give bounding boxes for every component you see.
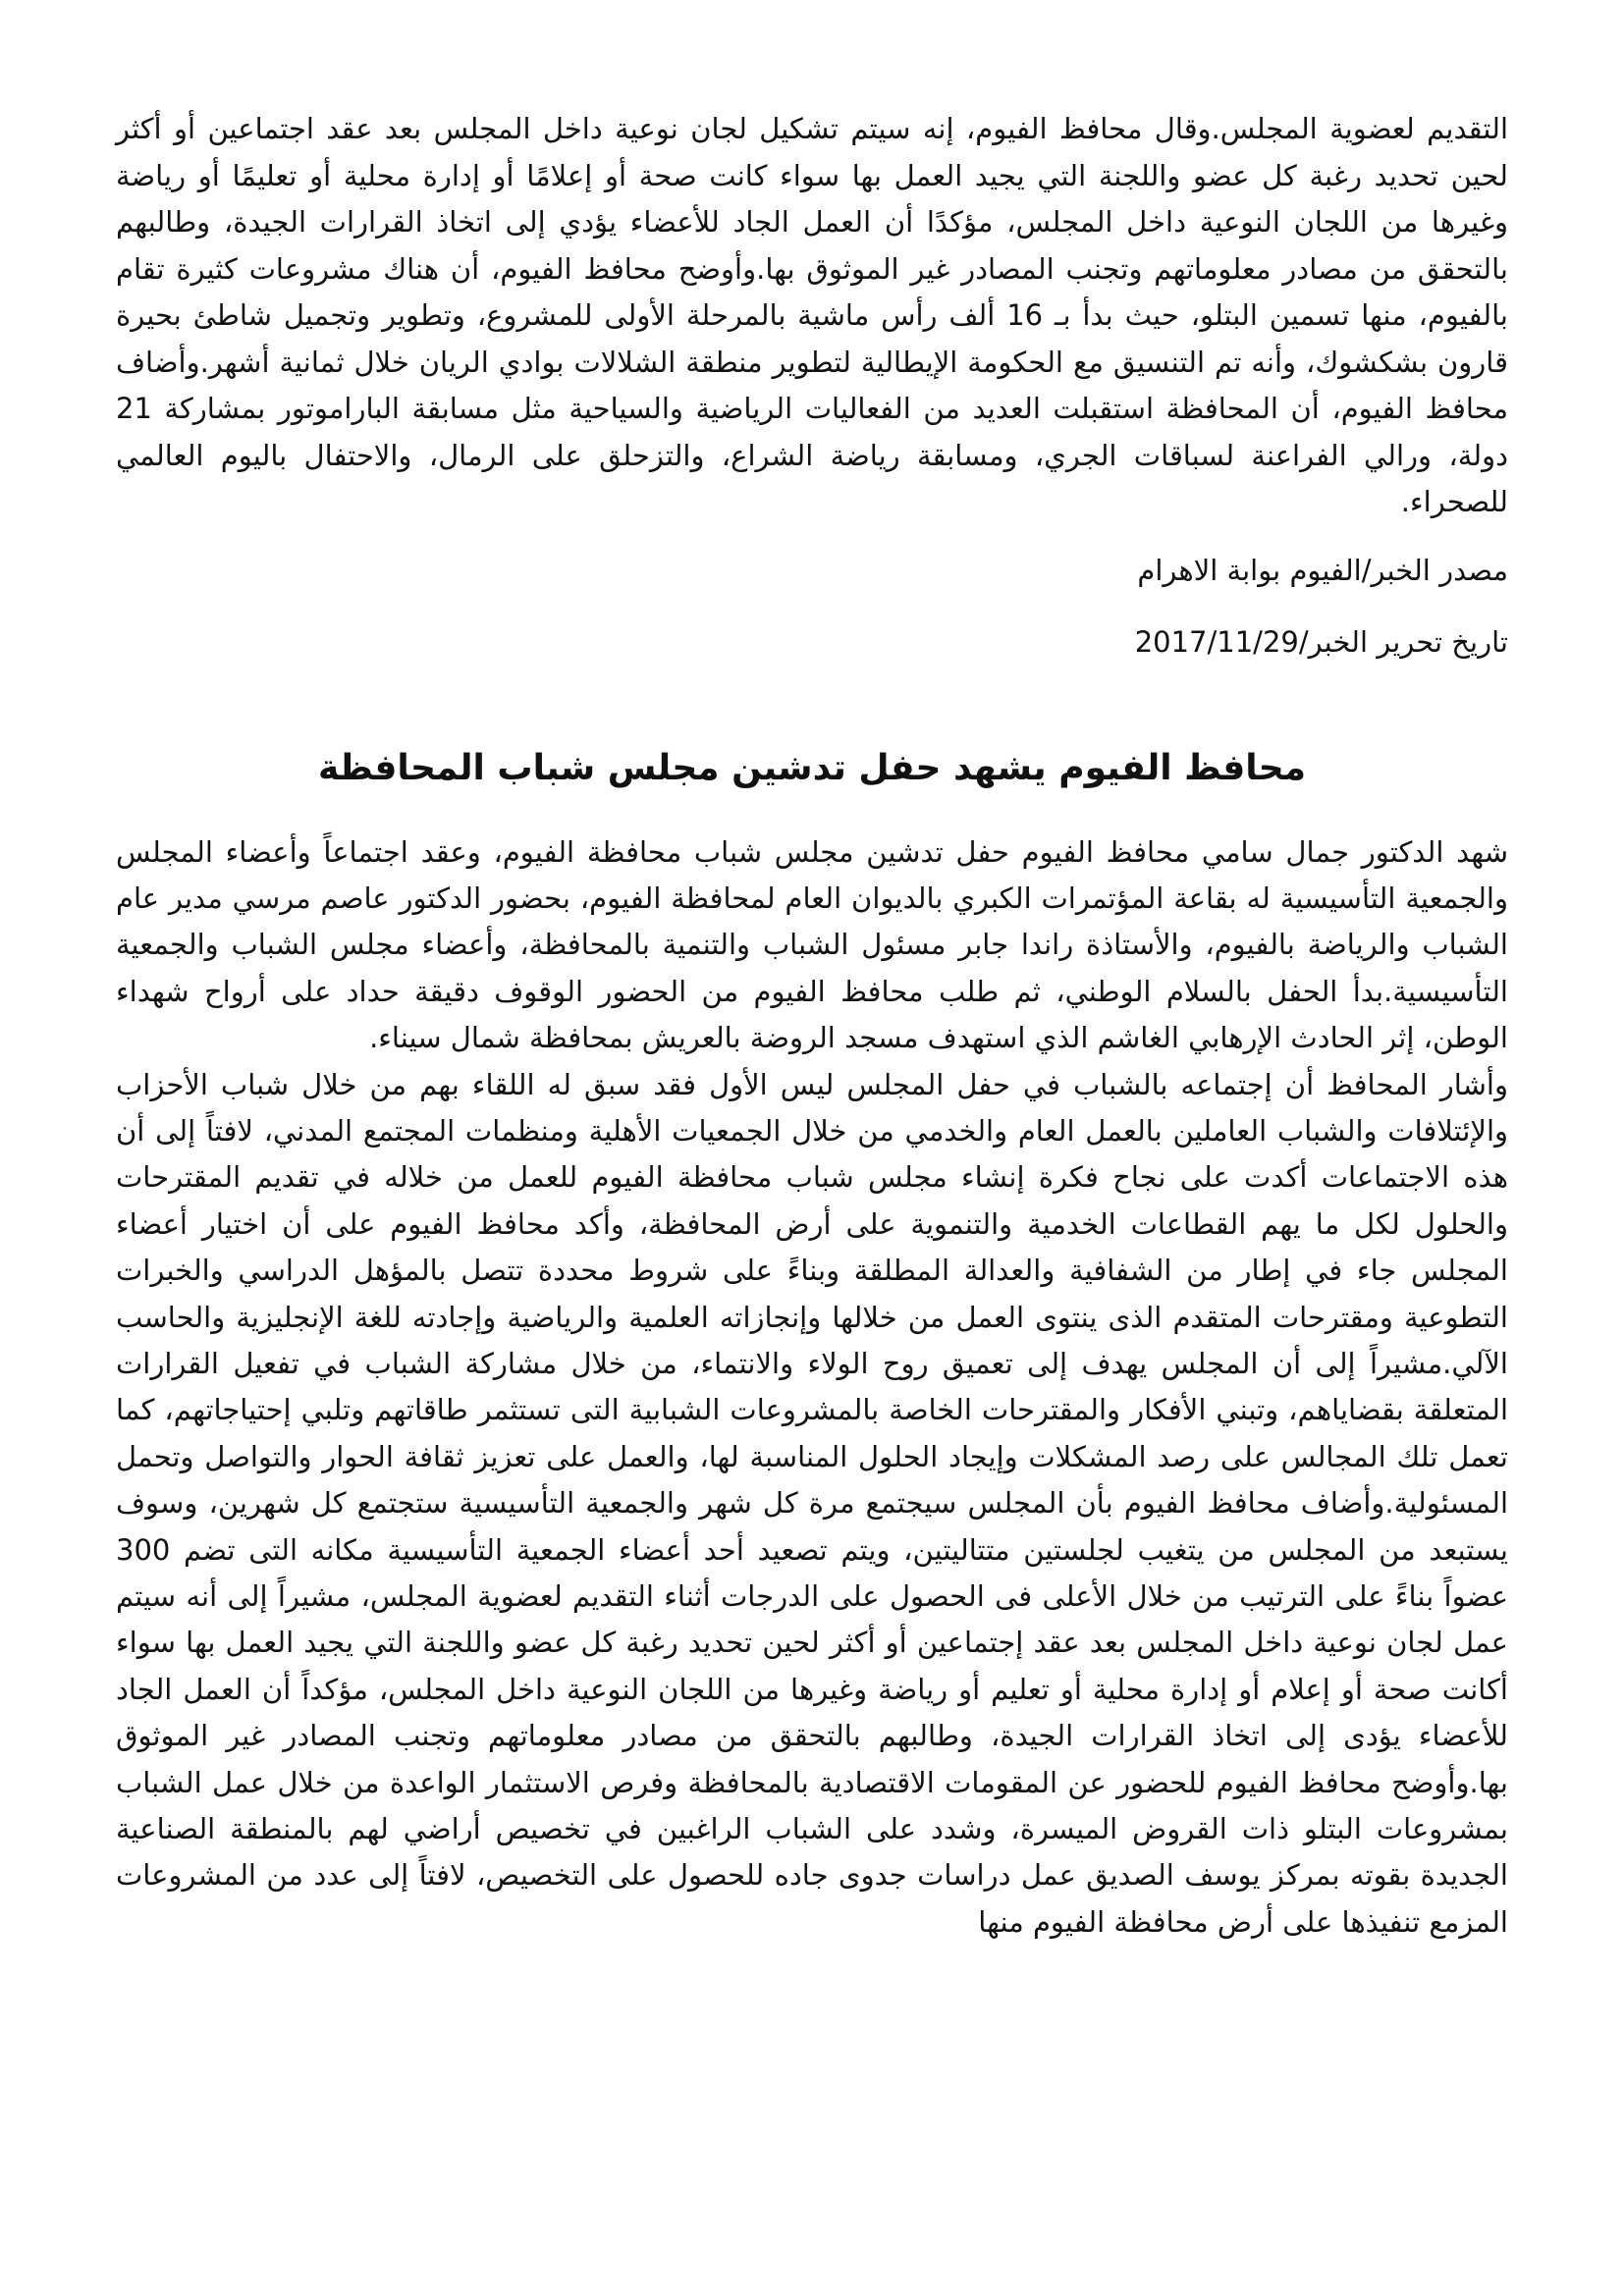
article-body: [116, 829, 1508, 1947]
article-headline: محافظ الفيوم يشهد حفل تدشين مجلس شباب المحافظة: [317, 747, 1307, 788]
article-paragraph-1: شهد الدكتور جمال سامي محافظ الفيوم حفل تدشين مجلس شباب محافظة الفيوم، وعقد اجتماعاً وأعضاء المجلس والجمعية التأسيسية له بقاعة المؤتمرات الكبري بالديوان العام لمحافظة الفيوم، بحضور الدكتور عاصم مرسي مدير عام الشباب والرياضة بالفيوم، والأستاذة راندا جابر مسئول الشباب والتنمية بالمحافظة، وأعضاء مجلس الشباب والجمعية التأسيسية.بدأ الحفل بالسلام الوطني، ثم طلب محافظ الفيوم من الحضور الوقوف دقيقة حداد على أرواح شهداء الوطن، إثر الحادث الإرهابي الغاشم الذي استهدف مسجد الروضة بالعريش بمحافظة شمال سيناء.: [116, 834, 1508, 1055]
news-date-line: تاريخ تحرير الخبر/2017/11/29: [1134, 625, 1508, 659]
article-paragraph-2: وأشار المحافظ أن إجتماعه بالشباب في حفل المجلس ليس الأول فقد سبق له اللقاء بهم من خلال شباب الأحزاب والإئتلافات والشباب العاملين بالعمل العام والخدمي من خلال الجمعيات الأهلية ومنظمات المجتمع المدني، لافتاً إلى أن هذه الاجتماعات أكدت على نجاح فكرة إنشاء مجلس شباب محافظة الفيوم للعمل من خلاله في تقديم المقترحات والحلول لكل ما يهم القطاعات الخدمية والتنموية على أرض المحافظة، وأكد محافظ الفيوم على أن اختيار أعضاء المجلس جاء في إطار من الشفافية والعدالة المطلقة وبناءً على شروط محددة تتصل بالمؤهل الدراسي والخبرات التطوعية ومقترحات المتقدم الذى ينتوى العمل من خلالها وإنجازاته العلمية والرياضية وإجادته للغة الإنجليزية والحاسب الآلي.مشيراً إلى أن المجلس يهدف إلى تعميق روح الولاء والانتماء، من خلال مشاركة الشباب في تفعيل القرارات المتعلقة بقضاياهم، وتبني الأفكار والمقترحات الخاصة بالمشروعات الشبابية التى تستثمر طاقاتهم وتلبي إحتياجاتهم، كما تعمل تلك المجالس على رصد المشكلات وإيجاد الحلول المناسبة لها، والعمل على تعزيز ثقافة الحوار والتواصل وتحمل المسئولية.وأضاف محافظ الفيوم بأن المجلس سيجتمع مرة كل شهر والجمعية التأسيسية ستجتمع كل شهرين، وسوف يستبعد من المجلس من يتغيب لجلستين متتاليتين، ويتم تصعيد أحد أعضاء الجمعية التأسيسية مكانه التى تضم 300 عضواً بناءً على الترتيب من خلال الأعلى فى الحصول على الدرجات أثناء التقديم لعضوية المجلس، مشيراً إلى أنه سيتم عمل لجان نوعية داخل المجلس بعد عقد إجتماعين أو أكثر لحين تحديد رغبة كل عضو واللجنة التي يجيد العمل بها سواء أكانت صحة أو إعلام أو إدارة محلية أو تعليم أو رياضة وغيرها من اللجان النوعية داخل المجلس، مؤكداً أن العمل الجاد للأعضاء يؤدى إلى اتخاذ القرارات الجيدة، وطالبهم بالتحقق من مصادر معلوماتهم وتجنب المصادر غير الموثوق بها.وأوضح محافظ الفيوم للحضور عن المقومات الاقتصادية بالمحافظة وفرص الاستثمار الواعدة من خلال عمل الشباب بمشروعات البتلو ذات القروض الميسرة، وشدد على الشباب الراغبين في تخصيص أراضي لهم بالمنطقة الصناعية الجديدة بقوته بمركز يوسف الصديق عمل دراسات جدوى جاده للحصول على التخصيص، لافتاً إلى عدد من المشروعات المزمع تنفيذها على أرض محافظة الفيوم منها: [116, 1067, 1508, 1939]
continuation-paragraph: التقديم لعضوية المجلس.وقال محافظ الفيوم، إنه سيتم تشكيل لجان نوعية داخل المجلس بعد عقد اجتماعين أو أكثر لحين تحديد رغبة كل عضو واللجنة التي يجيد العمل بها سواء كانت صحة أو إعلامًا أو إدارة محلية أو تعليمًا أو رياضة وغيرها من اللجان النوعية داخل المجلس، مؤكدًا أن العمل الجاد للأعضاء يؤدي إلى اتخاذ القرارات الجيدة، وطالبهم بالتحقق من مصادر معلوماتهم وتجنب المصادر غير الموثوق بها.وأوضح محافظ الفيوم، أن هناك مشروعات كثيرة تقام بالفيوم، منها تسمين البتلو، حيث بدأ بـ 16 ألف رأس ماشية بالمرحلة الأولى للمشروع، وتطوير وتجميل شاطئ بحيرة قارون بشكشوك، وأنه تم التنسيق مع الحكومة الإيطالية لتطوير منطقة الشلالات بوادي الريان خلال ثمانية أشهر.وأضاف محافظ الفيوم، أن المحافظة استقبلت العديد من الفعاليات الرياضية والسياحية مثل مسابقة الباراموتور بمشاركة 21 دولة، ورالي الفراعنة لسباقات الجري، ومسابقة رياضة الشراع، والتزحلق على الرمال، والاحتفال باليوم العالمي للصحراء.: [116, 112, 1508, 518]
news-source-line: مصدر الخبر/الفيوم بوابة الاهرام: [1137, 553, 1508, 587]
